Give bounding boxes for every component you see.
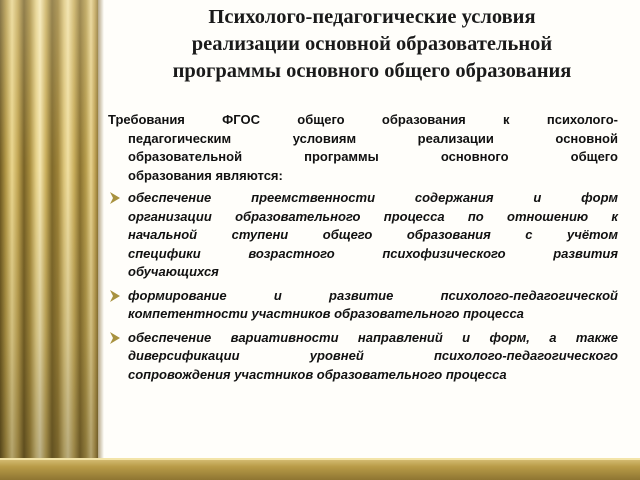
slide-title — [112, 4, 632, 85]
bottom-strip-highlight — [0, 458, 640, 460]
bullet-line: специфики возрастного психофизического развития — [128, 245, 618, 261]
curtain-shading — [0, 0, 98, 480]
bullet-line: компетентности участников образовательного процесса — [128, 306, 524, 321]
title-line: программы основного общего образования — [172, 60, 572, 82]
gold-arrow-bullet-icon — [110, 332, 120, 344]
requirements-list — [108, 189, 618, 384]
gold-arrow-bullet-icon — [110, 290, 120, 302]
bottom-gold-strip — [0, 458, 640, 480]
list-item — [108, 189, 618, 282]
bullet-line: начальной ступени общего образования с учётом — [128, 227, 618, 242]
intro-line: образовательной программы основного общего — [128, 149, 618, 164]
list-item — [108, 329, 618, 385]
intro-line: образования являются: — [128, 167, 283, 183]
bullet-line: сопровождения участников образовательного процесса — [128, 366, 507, 382]
bullet-line: обеспечение вариативности направлений и форм, а также — [128, 329, 618, 345]
title-line: реализации основной образовательной — [191, 33, 553, 55]
intro-line: педагогическим условиям реализации основной — [128, 130, 618, 146]
curtain-edge-shadow — [98, 0, 104, 480]
title-line: Психолого-педагогические условия — [208, 6, 536, 28]
bullet-line: диверсификации уровней психолого-педагогического — [128, 348, 618, 363]
intro-line: Требования ФГОС общего образования к психолого- — [108, 112, 618, 127]
list-item — [108, 287, 618, 324]
bullet-line: обеспечение преемственности содержания и форм — [128, 190, 618, 205]
slide-body — [108, 111, 618, 389]
bullet-line: обучающихся — [128, 264, 219, 279]
bullet-line: организации образовательного процесса по отношению к — [128, 208, 618, 224]
bullet-line: формирование и развитие психолого-педагогической — [128, 287, 618, 303]
intro-paragraph — [108, 111, 618, 185]
gold-arrow-bullet-icon — [110, 192, 120, 204]
